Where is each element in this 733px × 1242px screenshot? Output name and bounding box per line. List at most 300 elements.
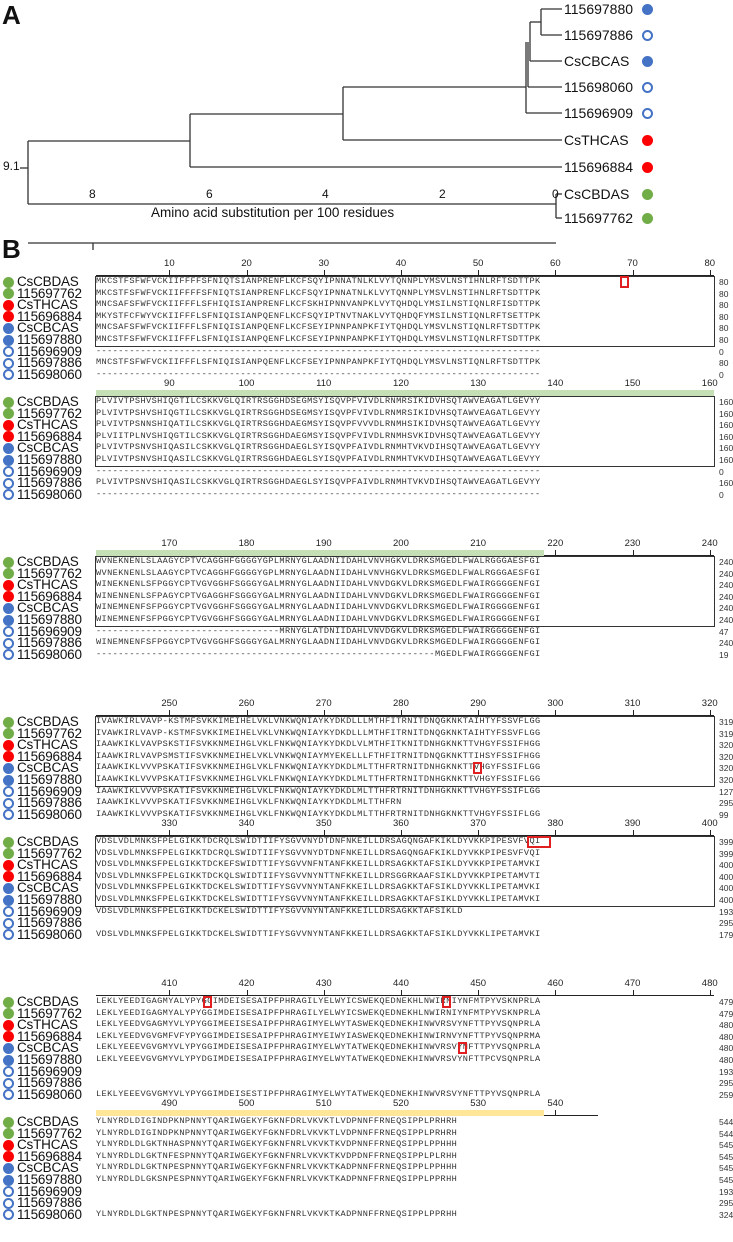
tree-leaf-label: 115697886: [564, 27, 634, 43]
clade-marker-icon: [642, 162, 653, 173]
clade-marker-icon: [3, 311, 14, 322]
sequence-name: 115696909: [17, 623, 82, 639]
clade-marker-icon: [3, 489, 14, 500]
key-residue-box: [442, 996, 451, 1008]
ruler-number: 220: [547, 538, 564, 549]
sequence-row: MKYSTFCFWYVCKIIFFFLSFNIQISIANPQENFLKCFSQYIPTNVTNAKLVYTQHDQFYMSILNSTIQNLRFTSETTPK: [96, 310, 541, 321]
sequence-row: VDSLVDLMNKSFPELGIKKTDCRQLSWIDTIIFYSGVVNYDTDNFNKEILLDRSAGQNGAFKIKLDYVKKPIPESVFVQI: [96, 847, 541, 858]
sequence-row: VDSLVDLMNKSFPELGIKKTDCKELSWIDTTIFYSGVVNYNTANFKKEILLDRSAGKKTAFSIKLDYVKKLIPETAMVKI: [96, 894, 541, 904]
sequence-row: IAAWKIKLVVVPSKATIFSVKKNMEIHGLVKLFNKWQNIAYKYDKDLMLTTHFRTRNITDNHGKNKTTVHGYFSSIFLGG: [96, 785, 541, 796]
sequence-row: LEKLYEEEVGVGMYVLYPYGGIMDEISESAIPFPHRAGIMYELWYTATWEKQEDNEKHINWVRSVYNFTTPYVSQNPRLA: [96, 1042, 541, 1053]
ruler-number: 300: [547, 698, 564, 709]
clade-marker-icon: [3, 751, 14, 762]
ruler-number: 520: [393, 1098, 409, 1109]
sequence-name: 115697880: [17, 1172, 82, 1187]
tree-leaf-label: 115698060: [564, 79, 634, 95]
sequence-name: 115697880: [17, 332, 82, 347]
ruler-number: 530: [470, 1098, 487, 1109]
sequence-row: --------------------------------------------------------------------------------: [96, 368, 541, 379]
sequence-position: 295: [719, 918, 733, 929]
sequence-name: CsCBCAS: [17, 760, 79, 776]
sequence-name: 115698060: [17, 366, 82, 382]
sequence-position: 80: [719, 277, 729, 287]
sequence-name: CsCBCAS: [17, 880, 79, 896]
sequence-row: YLNYRDLDLGKTNFESPNNYTQARIWGEKYFGKNFNRLVKVKTKVDPDNFFRNEQSIPPLPLRHH: [96, 1150, 458, 1161]
sequence-position: 19: [719, 649, 729, 660]
clade-marker-icon: [3, 895, 14, 906]
ruler-number: 110: [316, 378, 332, 389]
ruler-number: 10: [164, 258, 175, 269]
sequence-position: 324: [719, 1209, 733, 1220]
sequence-position: 160: [719, 408, 733, 419]
clade-marker-icon: [3, 626, 14, 637]
ruler-number: 410: [161, 978, 178, 989]
sequence-name: 115697886: [17, 1195, 82, 1211]
ruler-number: 120: [393, 378, 409, 389]
sequence-position: 160: [719, 478, 733, 489]
key-residue-box: [527, 836, 551, 848]
clade-marker-icon: [3, 1078, 14, 1089]
ruler-number: 200: [393, 538, 409, 549]
sequence-row: VDSLVDLMNKSFPELGIKKTDCKQLSWIDTIIFYSGVVNYNTTNFKKEILLDRSGGRKAAFSIKLDYVKKPIPETAMVTI: [96, 870, 541, 881]
clade-marker-icon: [3, 1043, 14, 1054]
sequence-name: 115697762: [17, 1005, 82, 1021]
clade-marker-icon: [3, 997, 14, 1008]
sequence-position: 545: [719, 1140, 733, 1151]
key-residue-box: [620, 276, 629, 288]
sequence-position: 160: [719, 443, 733, 454]
sequence-name: CsCBDAS: [17, 274, 79, 289]
tree-leaf-label: CsCBDAS: [564, 186, 630, 202]
sequence-position: 240: [719, 591, 733, 602]
sequence-name: 115697880: [17, 772, 82, 787]
sequence-row: --------------------------------------------------------------------------------: [96, 345, 541, 356]
sequence-position: 400: [719, 860, 733, 871]
sequence-row: -------------------------------------------------------------MGEDLFWAIRGGGGENFGI: [96, 648, 541, 659]
sequence-name: 115698060: [17, 1086, 82, 1102]
sequence-row: YLNYRDLDIGINDPKNPNNYTQARIWGEKYFGKNFDRLVKVKTLVDPNNFFRNEQSIPPLPRHRH: [96, 1116, 458, 1126]
sequence-position: 160: [719, 431, 733, 442]
sequence-position: 80: [719, 323, 729, 334]
ruler-number: 60: [550, 258, 561, 269]
key-residue-box: [203, 996, 212, 1008]
sequence-row: PLVIITPLNVSHIQGTILCSKKVGLQIRTRSGGHDAEGMSYISQVPFVIVDLRNMHSVKIDVHSQTAWVEAGATLGEVYY: [96, 430, 541, 441]
residue-highlight: [543, 859, 552, 894]
sequence-row: YLNYRDLDLGKTNHASPNNYTQARIWGEKYFGKNFNRLVKVKTKVDPNNFFRNEQSIPPLPPHHH: [96, 1139, 458, 1150]
sequence-position: 480: [719, 1055, 733, 1065]
clade-marker-icon: [3, 809, 14, 820]
clade-marker-icon: [642, 56, 653, 67]
sequence-name: 115697762: [17, 405, 82, 421]
clade-marker-icon: [3, 860, 14, 871]
sequence-row: LEKLYEEDIGAGMYALYPYGGIMDEISESAIPFPHRAGILYELWYICSWEKQEDNEKHLNWIRNIYNFMTPYVSKNPRLA: [96, 1007, 541, 1018]
sequence-name: 115697762: [17, 565, 82, 581]
ruler-number: 380: [547, 818, 564, 829]
tree-leaf-label: 115696909: [564, 105, 634, 121]
clade-marker-icon: [3, 1117, 14, 1128]
sequence-row: MKCSTFSFWFVCKIIFFFFSFNIQTSIANPRENFLKCFSQYIPNNATNLKLVYTQNNPLYMSVLNSTIHNLRFTSDTTPK: [96, 287, 541, 298]
clade-marker-icon: [3, 786, 14, 797]
sequence-row: --------------------------------------------------------------------------------: [96, 465, 541, 476]
sequence-row: VDSLVDLMNKSFPELGIKKTDCKELSWIDTTIFYSGVVNYNTANFKKEILLDRSAGKKTAFSIKLD: [96, 905, 463, 916]
clade-marker-icon: [3, 1163, 14, 1174]
sequence-row: PLVIVTPSHVSHIQGTILCSKKVGLQIRTRSGGHDSEGMSYISQVPFVIVDLRNMRSIKIDVHSQTAWVEAGATLGEVYY: [96, 407, 541, 418]
sequence-row: LEKLYEEDVGAGMYVLYPYGGIMEEISESAIPFPHRAGIMYELWYTASWEKQEDNEKHINWVRSVYNFTTPYVSQNPRLA: [96, 1019, 541, 1030]
sequence-row: PLVIVTPSNVSHIQASILCSKKVGLQIRTRSGGHDAEGLSYISQVPFAIVDLRNMHTVKVDIHSQTAWVEAGATLGEVYY: [96, 477, 541, 488]
sequence-row: PLVIVTPSNVSHIQASILCSKKVGLQIRTRSGGHDAEGLSYISQVPFAIVDLRNMHTVKVDIHSQTAWVEAGATLGEVYY: [96, 442, 541, 453]
sequence-name: 115698060: [17, 926, 82, 942]
sequence-row: MKCSTFSFWFVCKIIFFFFSFNIQTSIANPRENFLKCFSQYIPNNATNLKLVYTQNNPLYMSVLNSTIHNLRFTSDTTPK: [96, 276, 541, 286]
ruler-number: 150: [624, 378, 641, 389]
tree-leaf-label: CsTHCAS: [564, 132, 629, 148]
sequence-name: CsCBCAS: [17, 1160, 79, 1176]
clade-marker-icon: [3, 300, 14, 311]
sequence-row: IAAWKIKLVVVPSKATIFSVKKNMEIHGLVKLFNKWQNIAYKYDKDLMLTTHFRTRNITDNHGKNKTTVHGYFSSIFLGG: [96, 774, 541, 784]
ruler-number: 180: [238, 538, 255, 549]
sequence-row: IAAWKIKLVVVPSKATIFSVKKNMEIHGLVKLFNKWQNIAYKYDKDLMLTTHFRN: [96, 797, 402, 808]
sequence-row: WINENNENLSFPAGYCPTVGAGGHFSGGGYGALMRNYGLAADNIIDAHLVNVDGKVLDRKSMGEDLFWAIRGGGGENFGI: [96, 590, 541, 601]
clade-marker-icon: [3, 443, 14, 454]
ruler-number: 170: [161, 538, 178, 549]
sequence-name: CsTHCAS: [17, 417, 78, 433]
clade-marker-icon: [3, 1066, 14, 1077]
sequence-row: WVNEKNENLSLAAGYCPTVCAGGHFGGGGYGPLMRNYGLAADNIIDAHLVNVHGKVLDRKSMGEDLFWALRGGGAESFGI: [96, 556, 541, 566]
sequence-position: 240: [719, 615, 733, 625]
sequence-position: 179: [719, 929, 733, 940]
sequence-name: CsTHCAS: [17, 297, 78, 313]
ruler-number: 130: [470, 378, 487, 389]
sequence-row: PLVIVTPSHVSHIQGTILCSKKVGLQIRTRSGGHDSEGMSYISQVPFVIVDLRNMRSIKIDVHSQTAWVEAGATLGEVYY: [96, 396, 541, 406]
sequence-row: LEKLYEEDVGVGMFVFYPYGGIMDEISESAIPFPHRAGIMYEIWYIASWEKQEDNEKHINWIRNVYNFTTPYVSQNPRMA: [96, 1030, 541, 1041]
ruler-number: 260: [238, 698, 255, 709]
sequence-name: 115697886: [17, 795, 82, 811]
clade-marker-icon: [3, 580, 14, 591]
sequence-name: 115696884: [17, 428, 82, 444]
sequence-position: 80: [719, 300, 729, 311]
sequence-row: VDSLVDLMNKSFPELGIKKTDCRQLSWIDTIIFYSGVVNYDTDNFNKEILLDRSAGQNGAFKIKLDYVKKPIPESVFVQI: [96, 836, 541, 846]
axis-tick-8: 8: [89, 187, 96, 201]
sequence-name: CsTHCAS: [17, 1017, 78, 1033]
sequence-position: 240: [719, 557, 733, 567]
sequence-row: VDSLVDLMNKSFPELGIKKTDCKELSWIDTTIFYSGVVNYNTANFKKEILLDRSAGKKTAFSIKLDYVKKLIPETAMVKI: [96, 882, 541, 893]
sequence-name: CsCBDAS: [17, 554, 79, 569]
sequence-name: 115698060: [17, 646, 82, 662]
sequence-row: IAAWKIKLVVVPSKATIFSVKKNMEIHGLVKLFNKWQNIAYKYDKDLMLTTHFRTRNITDNHGKNKTTVHGYFSSIFLGG: [96, 808, 541, 819]
sequence-position: 479: [719, 997, 733, 1007]
sequence-position: 80: [719, 335, 729, 345]
clade-marker-icon: [3, 1055, 14, 1066]
ruler-number: 290: [470, 698, 487, 709]
ruler-number: 330: [161, 818, 178, 829]
ruler-number: 100: [238, 378, 255, 389]
ruler-number: 440: [393, 978, 409, 989]
clade-marker-icon: [3, 740, 14, 751]
sequence-position: 544: [719, 1117, 733, 1127]
clade-marker-icon: [3, 883, 14, 894]
clade-marker-icon: [3, 603, 14, 614]
sequence-name: CsTHCAS: [17, 737, 78, 753]
clade-marker-icon: [3, 323, 14, 334]
clade-marker-icon: [3, 717, 14, 728]
sequence-position: 160: [719, 420, 733, 431]
sequence-position: 0: [719, 369, 724, 380]
axis-tick-6: 6: [206, 187, 213, 201]
ruler-number: 50: [472, 258, 484, 269]
clade-marker-icon: [3, 763, 14, 774]
ruler-number: 460: [547, 978, 564, 989]
ruler-number: 80: [704, 258, 716, 269]
clade-marker-icon: [3, 478, 14, 489]
sequence-position: 320: [719, 775, 733, 785]
clade-marker-icon: [3, 649, 14, 660]
clade-marker-icon: [3, 1151, 14, 1162]
sequence-position: 319: [719, 717, 733, 727]
clade-marker-icon: [3, 638, 14, 649]
sequence-row: YLNYRDLDLGKTNPESPNNYTQARIWGEKYFGKNFNRLVKVKTKADPNNFFRNEQSIPPLPPHHH: [96, 1162, 458, 1173]
sequence-row: WINEMNENFSFPGGYCPTVGVGGHFSGGGYGALMRNYGLAADNIIDAHLVNVDGKVLDRKSMGEDLFWAIRGGGGENFGI: [96, 602, 541, 613]
ruler-number: 160: [701, 378, 718, 389]
clade-marker-icon: [3, 591, 14, 602]
sequence-name: CsCBDAS: [17, 994, 79, 1009]
sequence-name: 115696884: [17, 1148, 82, 1164]
clade-marker-icon: [3, 420, 14, 431]
axis-tick-0: 0: [552, 187, 559, 201]
key-residue-box: [473, 762, 482, 774]
clade-marker-icon: [3, 466, 14, 477]
sequence-position: 479: [719, 1008, 733, 1019]
clade-marker-icon: [3, 871, 14, 882]
sequence-position: 240: [719, 603, 733, 614]
sequence-position: 160: [719, 397, 733, 407]
ruler-number: 70: [627, 258, 638, 269]
sequence-position: 544: [719, 1128, 733, 1139]
sequence-name: 115696909: [17, 1183, 82, 1199]
clade-marker-icon: [642, 213, 653, 224]
clade-marker-icon: [3, 798, 14, 809]
sequence-name: CsTHCAS: [17, 577, 78, 593]
clade-marker-icon: [3, 408, 14, 419]
sequence-name: 115696909: [17, 783, 82, 799]
sequence-name: 115697886: [17, 1075, 82, 1091]
clade-marker-icon: [3, 369, 14, 380]
sequence-row: IVAWKIRLVAVP-KSTMFSVKKIMEIHELVKLVNKWQNIAYKYDKDLLLMTHFITRNITDNQGKNKTAIHTYFSSVFLGG: [96, 716, 541, 726]
ruler-number: 310: [624, 698, 641, 709]
ruler-number: 340: [238, 818, 255, 829]
clade-marker-icon: [3, 568, 14, 579]
ruler-number: 30: [318, 258, 330, 269]
sequence-name: CsCBDAS: [17, 1114, 79, 1129]
ruler-number: 510: [315, 1098, 332, 1109]
clade-marker-icon: [3, 918, 14, 929]
axis-tick-4: 4: [322, 187, 329, 201]
sequence-row: WINEMNENFSFPGGYCPTVGVGGHFSGGGYGALMRNYGLAADNIIDAHLVNVDGKVLDRKSMGEDLFWAIRGGGGENFGI: [96, 637, 541, 648]
clade-marker-icon: [3, 1020, 14, 1031]
ruler-number: 230: [624, 538, 641, 549]
axis-title: Amino acid substitution per 100 residues: [151, 205, 395, 220]
sequence-row: YLNYRDLDLGKTNPESPNNYTQARIWGEKYFGKNFNRLVKVKTKADPNNFFRNEQSIPPLPPRHH: [96, 1208, 458, 1219]
clade-marker-icon: [3, 346, 14, 357]
clade-marker-icon: [3, 615, 14, 626]
panel-a-label: A: [2, 0, 21, 30]
sequence-row: VDSLVDLMNKSFPELGIKKTDCKEFSWIDTTIFYSGVVNFNTANFKKEILLDRSAGKKTAFSIKLDYVKKPIPETAMVKI: [96, 859, 541, 870]
ruler-number: 280: [393, 698, 409, 709]
sequence-name: CsCBCAS: [17, 320, 79, 336]
ruler-number: 420: [238, 978, 255, 989]
sequence-position: 320: [719, 740, 733, 751]
sequence-name: CsCBDAS: [17, 834, 79, 849]
clade-marker-icon: [3, 848, 14, 859]
ruler-number: 490: [161, 1098, 178, 1109]
sequence-position: 295: [719, 798, 733, 809]
sequence-name: 115697762: [17, 845, 82, 861]
sequence-name: CsTHCAS: [17, 857, 78, 873]
sequence-row: WVNEKNENLSLAAGYCPTVCAGGHFGGGGYGPLMRNYGLAADNIIDAHLVNVHGKVLDRKSMGEDLFWALRGGGAESFGI: [96, 567, 541, 578]
ruler-number: 40: [395, 258, 407, 269]
sequence-row: WINEMNENFSFPGGYCPTVGVGGHFSGGGYGALMRNYGLAADNIIDAHLVNVDGKVLDRKSMGEDLFWAIRGGGGENFGI: [96, 614, 541, 624]
tree-leaf-label: 115697762: [564, 210, 634, 226]
clade-marker-icon: [642, 108, 653, 119]
sequence-name: 115697880: [17, 1052, 82, 1067]
sequence-name: 115697880: [17, 452, 82, 467]
sequence-name: 115697886: [17, 355, 82, 371]
sequence-row: LEKLYEEEVGVGMYVLYPYGGIMDEISESTIPFPHRAGIMYELWYTATWEKQEDNEKHINWVRSVYNFTTPYVSQNPRLA: [96, 1088, 541, 1099]
sequence-position: 480: [719, 1031, 733, 1042]
sequence-row: MNCSAFSFWFVCKIIFFFLSFHIQISIANPRENFLKCFSKHIPNNVANPKLVYTQHDQLYMSILNSTIQNLRFISDTTPK: [96, 299, 541, 310]
axis-tick-2: 2: [439, 187, 446, 201]
sequence-name: 115698060: [17, 806, 82, 822]
clade-marker-icon: [3, 906, 14, 917]
sequence-row: IAAWKIKLVAVPSKSTIFSVKKNMEIHGLVKLFNKWQNIAYKYDKDLVLMTHFITKNITDNHGKNKTTVHGYFSSIFHGG: [96, 739, 541, 750]
clade-marker-icon: [3, 837, 14, 848]
sequence-position: 240: [719, 568, 733, 579]
sequence-name: 115696884: [17, 308, 82, 324]
sequence-name: CsCBCAS: [17, 1040, 79, 1056]
clade-marker-icon: [3, 1089, 14, 1100]
clade-marker-icon: [3, 455, 14, 466]
sequence-name: 115697886: [17, 475, 82, 491]
ruler-number: 190: [315, 538, 332, 549]
sequence-position: 193: [719, 1186, 733, 1197]
sequence-row: YLNYRDLDIGINDPKNPNNYTQARIWGEKYFGKNFDRLVKVKTLVDPNNFFRNEQSIPPLPRHRH: [96, 1127, 458, 1138]
sequence-position: 99: [719, 809, 729, 820]
sequence-row: MNCSTFSFWFVCKIIFFFLSFNIQISIANPQENFLKCFSEYIPNNPANPKFIYTQHDQLYMSVLNSTIQNLRFTSDTTPK: [96, 357, 541, 368]
tree-leaf-label: 115696884: [564, 159, 634, 175]
ruler-number: 390: [624, 818, 641, 829]
sequence-name: 115696909: [17, 903, 82, 919]
ruler-number: 90: [164, 378, 175, 389]
sequence-position: 80: [719, 311, 729, 322]
ruler-number: 450: [470, 978, 487, 989]
clade-marker-icon: [642, 4, 653, 15]
sequence-name: 115697880: [17, 612, 82, 627]
clade-marker-icon: [3, 1198, 14, 1209]
sequence-row: YLNYRDLDLGKSNPESPNNYTQARIWGEKYFGKNFNRLVKVKTKADPNNFFRNEQSIPPLPPRHH: [96, 1174, 458, 1184]
sequence-position: 240: [719, 638, 733, 649]
sequence-position: 80: [719, 288, 729, 299]
sequence-row: IAAWKIRLVAVPSMSTIFSVKKNMEIHELVKLVNKWQNIAYMYEKELLLFTHFITRNITDNQGKNKTTIHSYFSSIFHGG: [96, 750, 541, 761]
sequence-position: 400: [719, 895, 733, 905]
sequence-position: 400: [719, 883, 733, 894]
ruler-number: 270: [315, 698, 332, 709]
ruler-number: 360: [393, 818, 409, 829]
ruler-number: 540: [547, 1098, 564, 1109]
sequence-row: ---------------------------------MRNYGLATDNIIDAHLVNVDGKVLDRKSMGEDLFWAIRGGGGENFGI: [96, 625, 541, 636]
sequence-position: 545: [719, 1175, 733, 1185]
sequence-row: MNCSTFSFWFVCKIIFFFLSFNIQISIANPQENFLKCFSEYIPNNPANPKFIYTQHDQLYMSVLNSTIQNLRFTSDTTPK: [96, 334, 541, 344]
clade-marker-icon: [642, 135, 653, 146]
sequence-name: 115696909: [17, 343, 82, 359]
sequence-name: 115697762: [17, 1125, 82, 1141]
tree-leaf-label: CsCBCAS: [564, 53, 630, 69]
sequence-name: CsTHCAS: [17, 1137, 78, 1153]
clade-marker-icon: [3, 1140, 14, 1151]
clade-marker-icon: [642, 189, 653, 200]
sequence-position: 320: [719, 751, 733, 762]
sequence-row: WINEKNENLSFPGGYCPTVGVGGHFSGGGYGALMRNYGLAADNIIDAHLVNVDGKVLDRKSMGEDLFWAIRGGGGENFGI: [96, 579, 541, 590]
clade-marker-icon: [3, 929, 14, 940]
ruler-number: 480: [701, 978, 718, 989]
sequence-position: 0: [719, 489, 724, 500]
sequence-row: PLVIVTPSNVSHIQASILCSKKVGLQIRTRSGGHDAEGLSYISQVPFAIVDLRNMHTVKVDIHSQTAWVEAGATLGEVYY: [96, 454, 541, 464]
clade-marker-icon: [642, 30, 653, 41]
sequence-position: 400: [719, 871, 733, 882]
sequence-name: 115697886: [17, 915, 82, 931]
tree-leaf-label: 115697880: [564, 1, 634, 17]
sequence-name: 115696909: [17, 1063, 82, 1079]
sequence-name: CsCBCAS: [17, 440, 79, 456]
sequence-name: 115697762: [17, 725, 82, 741]
sequence-position: 127: [719, 786, 733, 797]
sequence-name: CsCBDAS: [17, 714, 79, 729]
sequence-name: 115697762: [17, 285, 82, 301]
tick-axis: [0, 236, 733, 256]
sequence-row: IAAWKIKLVVVPSKATIFSVKKNMEIHGLVKLFNKWQNIAYKYDKDLMLTTHFRTRNITDNHGKNKTTVHGYFSSIFLGG: [96, 762, 541, 773]
clade-marker-icon: [3, 1031, 14, 1042]
sequence-position: 319: [719, 728, 733, 739]
ruler-number: 400: [701, 818, 718, 829]
sequence-row: --------------------------------------------------------------------------------: [96, 488, 541, 499]
clade-marker-icon: [3, 1008, 14, 1019]
sequence-name: 115697886: [17, 635, 82, 651]
clade-marker-icon: [3, 1186, 14, 1197]
clade-marker-icon: [3, 288, 14, 299]
ruler-number: 210: [470, 538, 487, 549]
sequence-row: PLVIVTPSNNSHIQATILCSKKVGLQIRTRSGGHDAEGMSYISQVPFVVVDLRNMHSIKIDVHSQTAWVEAGATLGEVYY: [96, 419, 541, 430]
residue-highlight: [620, 299, 629, 334]
sequence-position: 160: [719, 455, 733, 465]
ruler-number: 470: [624, 978, 641, 989]
ruler-number: 370: [470, 818, 487, 829]
sequence-name: 115697880: [17, 892, 82, 907]
clade-marker-icon: [3, 1175, 14, 1186]
sequence-position: 193: [719, 906, 733, 917]
sequence-name: 115698060: [17, 1206, 82, 1222]
sequence-row: MNCSAFSFWFVCKIIFFFLSFNIQISIANPQENFLKCFSEYIPNNPANPKFIYTQHDQLYMSVLNSTIQNLRFTSDTTPK: [96, 322, 541, 333]
ruler-number: 250: [161, 698, 178, 709]
sequence-position: 0: [719, 466, 724, 477]
clade-marker-icon: [642, 82, 653, 93]
sequence-position: 47: [719, 626, 729, 637]
sequence-position: 259: [719, 1089, 733, 1100]
sequence-position: 240: [719, 580, 733, 591]
clade-marker-icon: [3, 431, 14, 442]
ruler-number: 20: [241, 258, 252, 269]
sequence-position: 545: [719, 1151, 733, 1162]
sequence-name: 115696884: [17, 1028, 82, 1044]
clade-marker-icon: [3, 335, 14, 346]
sequence-name: CsCBDAS: [17, 394, 79, 409]
sequence-row: LEKLYEEDIGAGMYALYPYGGIMDEISESAIPFPHRAGILYELWYICSWEKQEDNEKHLNWIRNIYNFMTPYVSKNPRLA: [96, 996, 541, 1006]
